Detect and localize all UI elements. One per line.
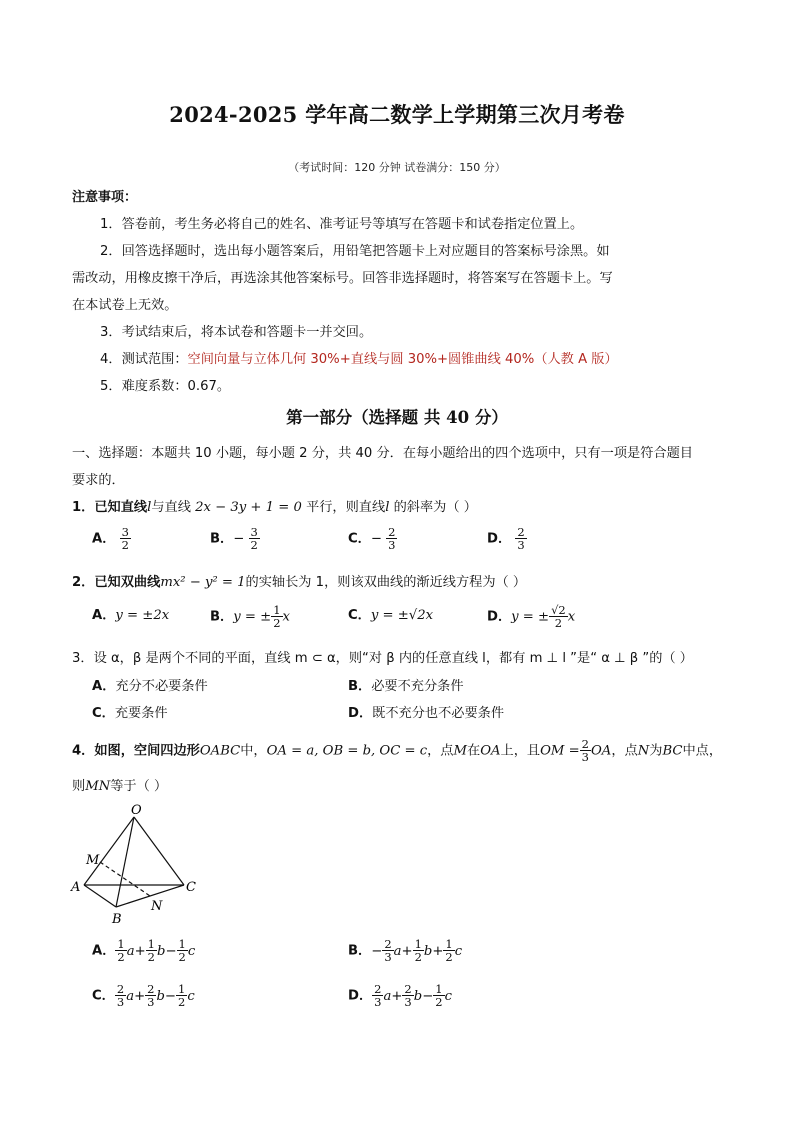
fraction: [402, 983, 413, 1008]
option-label: B．: [348, 679, 372, 694]
q4-option-c[interactable]: [92, 983, 195, 1008]
denominator: 2: [414, 950, 422, 964]
option-text: x: [567, 609, 576, 625]
operator: +: [134, 943, 146, 959]
segment-mn: [100, 862, 150, 896]
fraction: [177, 938, 188, 963]
q1-option-c[interactable]: [348, 526, 397, 551]
q4-var: MN: [85, 779, 111, 794]
option-text: 充分不必要条件: [115, 679, 208, 694]
q4-text: ，点: [427, 743, 454, 759]
q2-option-b[interactable]: [210, 604, 290, 629]
numerator: 2: [388, 525, 396, 539]
q4-var: BC: [662, 743, 683, 759]
operator: +: [401, 943, 413, 959]
q2-equation: mx² − y² = 1: [160, 575, 246, 590]
q2-after: 的实轴长为 1，则该双曲线的渐近线方程为（ ）: [245, 575, 527, 590]
numerator: 2: [147, 982, 155, 996]
option-label: C．: [348, 531, 371, 547]
test-range: 空间向量与立体几何 30%+直线与圆 30%+圆锥曲线 40%（人教 A 版）: [187, 352, 618, 367]
option-text: 充要条件: [114, 706, 168, 721]
option-label: C．: [348, 608, 371, 623]
option-label: C．: [92, 988, 115, 1004]
q1-var-l: l: [147, 500, 152, 515]
denominator: 2: [435, 995, 443, 1009]
q1-var-l2: l: [385, 500, 390, 515]
option-expr: [115, 982, 195, 1009]
fraction: [249, 526, 260, 551]
denominator: 2: [554, 616, 563, 630]
numerator: 3: [250, 525, 258, 539]
q4-text: 上，且: [500, 743, 541, 759]
fraction: [386, 526, 397, 551]
vector-var: b: [157, 943, 166, 959]
edge-oc: [134, 817, 184, 885]
q1-equation: 2x − 3y + 1 = 0: [195, 500, 302, 515]
q4-text: 中，: [240, 743, 267, 759]
numerator: 2: [116, 982, 125, 996]
option-label: B．: [210, 609, 234, 625]
option-text: 既不充分也不必要条件: [372, 706, 505, 721]
vector-var: c: [444, 988, 452, 1004]
numerator: 2: [384, 937, 392, 951]
option-expr: [371, 937, 463, 964]
q4-option-a[interactable]: [92, 938, 195, 963]
part1-intro-2: 要求的．: [72, 473, 125, 488]
vector-var: a: [126, 988, 135, 1004]
notice-item-5: 5．难度系数：0.67。: [100, 379, 231, 394]
q2-option-c[interactable]: [348, 604, 433, 623]
denominator: 2: [121, 538, 129, 552]
q3-option-a[interactable]: [92, 675, 208, 694]
operator: −: [165, 943, 177, 959]
numerator: 1: [273, 603, 281, 617]
notice-item-4-prefix: 4．测试范围：: [100, 352, 188, 367]
edge-ab: [84, 885, 116, 907]
question-2: [72, 571, 526, 590]
numerator: 1: [178, 937, 186, 951]
option-label: A．: [92, 679, 116, 694]
edge-bc: [116, 885, 184, 907]
q3-option-c[interactable]: [92, 702, 168, 721]
numerator: 1: [445, 937, 453, 951]
label-b: B: [112, 912, 122, 927]
q4-text: 等于（ ）: [110, 779, 168, 794]
option-text: x: [282, 609, 290, 625]
operator: +: [391, 988, 403, 1004]
fraction: [443, 938, 454, 963]
option-label: D．: [487, 609, 512, 625]
notice-heading: 注意事项：: [72, 190, 138, 205]
q4-var: OA: [480, 743, 501, 759]
label-o: O: [131, 803, 142, 818]
fraction: [271, 604, 282, 629]
q4-option-d[interactable]: [348, 983, 452, 1008]
vector-var: a: [393, 943, 402, 959]
numerator: 1: [117, 937, 125, 951]
fraction: [115, 938, 126, 963]
fraction: [580, 738, 591, 763]
q4-var: M: [453, 743, 468, 759]
q4-var: OABC: [199, 743, 241, 759]
q4-text: ，点: [611, 743, 638, 759]
denominator: 2: [177, 995, 186, 1009]
denominator: 3: [581, 750, 589, 764]
vector-var: c: [187, 988, 195, 1004]
q4-text: 中点，: [682, 743, 723, 759]
sign: −: [233, 531, 245, 547]
option-label: D．: [348, 988, 373, 1004]
fraction: [176, 983, 187, 1008]
q2-option-d[interactable]: [487, 604, 575, 629]
edge-oa: [84, 817, 134, 885]
fraction: [120, 526, 131, 551]
denominator: 3: [517, 538, 525, 552]
denominator: 3: [384, 950, 392, 964]
fraction: [413, 938, 424, 963]
numerator: 1: [177, 982, 186, 996]
denominator: 2: [178, 950, 186, 964]
numerator: 1: [414, 937, 422, 951]
option-label: B．: [348, 943, 372, 959]
numerator: 1: [147, 937, 155, 951]
denominator: 2: [445, 950, 453, 964]
q4-option-b[interactable]: [348, 938, 462, 963]
numerator: 1: [435, 982, 443, 996]
option-label: D．: [348, 706, 373, 721]
vector-var: c: [454, 943, 463, 959]
denominator: 2: [273, 616, 281, 630]
vector-var: a: [126, 943, 135, 959]
tetrahedron-figure: [68, 800, 208, 930]
option-label: A．: [92, 608, 116, 623]
sign: −: [370, 531, 382, 547]
exam-subtitle: （考试时间：120 分钟 试卷满分：150 分）: [288, 161, 506, 174]
operator: −: [371, 943, 383, 959]
q4-text: 则: [72, 779, 86, 794]
operator: −: [164, 988, 176, 1004]
fraction: [382, 938, 393, 963]
q4-text: 在: [467, 743, 481, 759]
notice-item-4: [100, 348, 618, 367]
notice-item-1: 1．答卷前，考生务必将自己的姓名、准考证号等填写在答题卡和试卷指定位置上。: [100, 217, 584, 232]
fraction: [549, 604, 568, 629]
fraction: [372, 983, 383, 1008]
q1-after: 平行，则直线: [306, 500, 386, 515]
label-n: N: [151, 899, 163, 914]
option-label: A．: [92, 943, 116, 959]
option-label: A．: [92, 531, 116, 547]
vector-var: b: [156, 988, 165, 1004]
q4-om-eq: OA: [591, 743, 612, 759]
numerator: 2: [581, 737, 589, 751]
numerator: 2: [517, 525, 525, 539]
denominator: 2: [117, 950, 125, 964]
vector-var: a: [383, 988, 392, 1004]
q4-text: 为: [649, 743, 663, 759]
question-4-line2: [72, 775, 167, 794]
notice-item-2-cont2: 在本试卷上无效。: [72, 298, 178, 313]
part1-title: 第一部分（选择题 共 40 分）: [286, 408, 508, 427]
numerator: 3: [121, 525, 129, 539]
denominator: 3: [147, 995, 155, 1009]
option-text: 必要不充分条件: [371, 679, 464, 694]
fraction: [145, 983, 156, 1008]
notice-item-2-cont: 需改动，用橡皮擦干净后，再选涂其他答案标号。回答非选择题时，将答案写在答题卡上。写: [72, 271, 613, 286]
q3-option-b[interactable]: [348, 675, 464, 694]
q4-text: 4．如图，空间四边形: [72, 743, 200, 759]
option-text: y = ±2x: [115, 608, 170, 623]
q2-prefix: 2．已知双曲线: [72, 575, 161, 590]
option-label: C．: [92, 706, 115, 721]
fraction: [115, 983, 126, 1008]
denominator: 2: [147, 950, 155, 964]
notice-item-2: 2．回答选择题时，选出每小题答案后，用铅笔把答题卡上对应题目的答案标号涂黑。如: [100, 244, 610, 259]
denominator: 3: [388, 538, 396, 552]
option-text: y = ±: [233, 609, 272, 625]
q2-option-a[interactable]: [92, 604, 169, 623]
denominator: 3: [116, 995, 125, 1009]
operator: −: [422, 988, 434, 1004]
numerator: √2: [551, 603, 566, 617]
question-1: [72, 496, 477, 515]
q1-option-d[interactable]: [487, 526, 527, 551]
label-m: M: [86, 853, 100, 868]
part1-intro-1: 一、选择题：本题共 10 小题，每小题 2 分，共 40 分．在每小题给出的四个选项中，只有一项是符合题目: [72, 446, 693, 461]
operator: +: [432, 943, 444, 959]
question-4: [72, 738, 722, 763]
notice-item-3: 3．考试结束后，将本试卷和答题卡一并交回。: [100, 325, 373, 340]
option-label: B．: [210, 531, 234, 547]
label-a: A: [71, 880, 81, 895]
q1-prefix: 1．已知直线: [72, 500, 148, 515]
option-expr: [115, 937, 196, 964]
option-expr: [372, 982, 452, 1009]
q1-option-b[interactable]: [210, 526, 260, 551]
q1-end: 的斜率为（ ）: [393, 500, 477, 515]
operator: +: [134, 988, 146, 1004]
fraction: [515, 526, 526, 551]
q4-om-eq: OM =: [540, 743, 580, 759]
label-c: C: [186, 880, 196, 895]
q3-option-d[interactable]: [348, 702, 504, 721]
numerator: 2: [404, 982, 412, 996]
option-text: y = ±: [511, 609, 550, 625]
edge-ob: [116, 817, 134, 907]
numerator: 2: [374, 982, 382, 996]
option-label: D．: [487, 531, 512, 547]
fraction: [433, 983, 444, 1008]
denominator: 3: [374, 995, 382, 1009]
q1-option-a[interactable]: [92, 526, 131, 551]
fraction: [146, 938, 157, 963]
q4-var: N: [637, 743, 650, 759]
q1-mid: 与直线: [151, 500, 191, 515]
q4-vector-eqs: OA = a, OB = b, OC = c: [266, 743, 428, 759]
option-text: y = ±√2x: [370, 608, 434, 623]
denominator: 2: [250, 538, 258, 552]
denominator: 3: [404, 995, 412, 1009]
vector-var: b: [413, 988, 423, 1004]
vector-var: b: [423, 943, 433, 959]
question-3: 3．设 α，β 是两个不同的平面，直线 m ⊂ α，则“对 β 内的任意直线 l，都有 m ⊥ l ”是“ α ⊥ β ”的（ ）: [72, 651, 693, 666]
vector-var: c: [187, 943, 196, 959]
exam-title: 2024-2025 学年高二数学上学期第三次月考卷: [169, 102, 625, 127]
